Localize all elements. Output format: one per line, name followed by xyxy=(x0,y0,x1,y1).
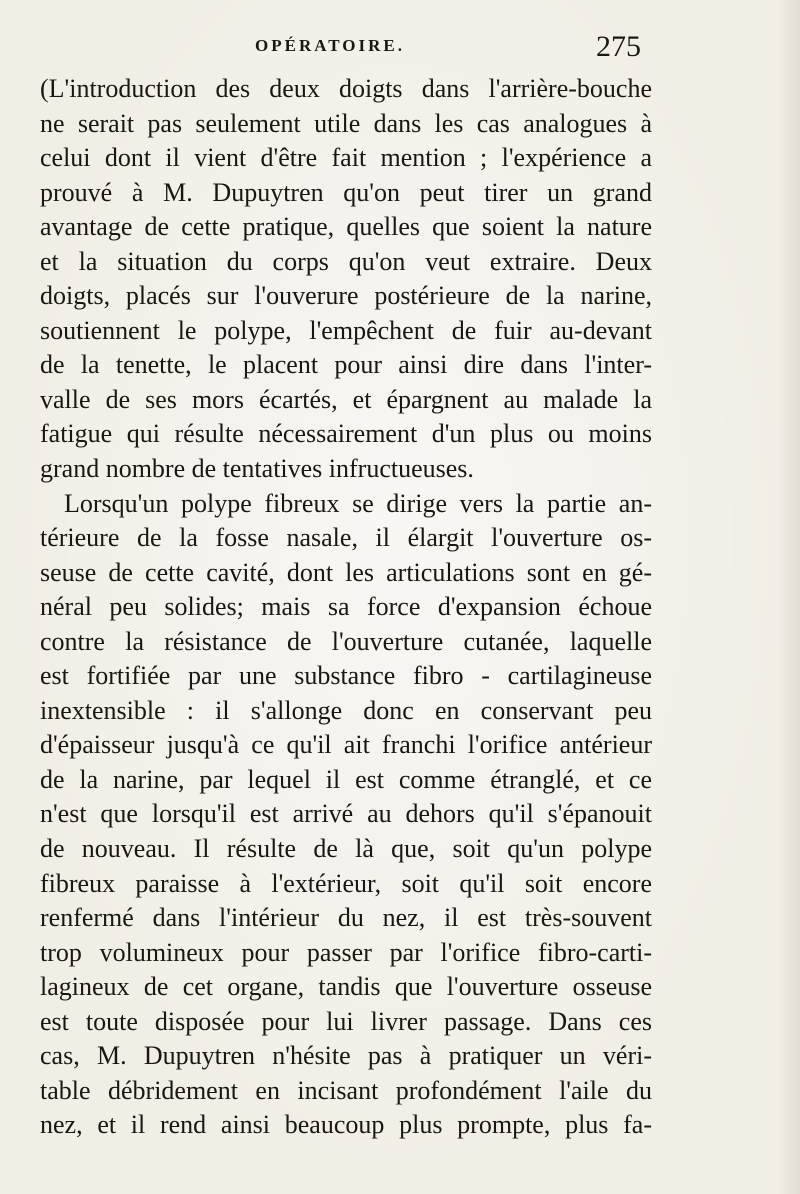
text-line: et la situation du corps qu'on veut extraire. Deux xyxy=(40,246,652,276)
text-line: prouvé à M. Dupuytren qu'on peut tirer un grand xyxy=(40,177,652,207)
text-line: est toute disposée pour lui livrer passage. Dans ces xyxy=(40,1006,652,1036)
text-line: ne serait pas seulement utile dans les cas analogues à xyxy=(40,108,652,138)
text-line: grand nombre de tentatives infructueuses. xyxy=(40,454,474,484)
text-line: cas, M. Dupuytren n'hésite pas à pratiquer un véri- xyxy=(40,1041,652,1071)
text-line: Lorsqu'un polype fibreux se dirige vers la partie an- xyxy=(64,488,652,518)
text-line: valle de ses mors écartés, et épargnent au malade la xyxy=(40,384,652,414)
text-line: avantage de cette pratique, quelles que soient la nature xyxy=(40,212,652,242)
text-line: de la narine, par lequel il est comme étranglé, et ce xyxy=(40,764,652,794)
running-title: OPÉRATOIRE. xyxy=(255,36,405,55)
text-line: d'épaisseur jusqu'à ce qu'il ait franchi l'orifice antérieur xyxy=(40,730,652,760)
text-line: doigts, placés sur l'ouverure postérieure de la narine, xyxy=(40,281,652,311)
text-line: néral peu solides; mais sa force d'expansion échoue xyxy=(40,592,652,622)
running-head xyxy=(0,30,800,70)
page-edge-shadow xyxy=(778,0,800,1194)
text-line: table débridement en incisant profondément l'aile du xyxy=(40,1075,652,1105)
text-line: contre la résistance de l'ouverture cutanée, laquelle xyxy=(40,626,652,656)
text-line: est fortifiée par une substance fibro - cartilagineuse xyxy=(40,661,652,691)
text-line: lagineux de cet organe, tandis que l'ouverture osseuse xyxy=(40,972,652,1002)
text-line: (L'introduction des deux doigts dans l'arrière-bouche xyxy=(40,74,652,103)
text-line: n'est que lorsqu'il est arrivé au dehors qu'il s'épanouit xyxy=(40,799,652,829)
text-line: inextensible : il s'allonge donc en conservant peu xyxy=(40,695,652,725)
text-line: soutiennent le polype, l'empêchent de fuir au-devant xyxy=(40,315,652,345)
body-text xyxy=(40,72,652,1143)
text-line: fatigue qui résulte nécessairement d'un plus ou moins xyxy=(40,419,652,449)
text-line: celui dont il vient d'être fait mention ; l'expérience a xyxy=(40,143,652,173)
text-line: trop volumineux pour passer par l'orifice fibro-carti- xyxy=(40,937,652,967)
page-number: 275 xyxy=(596,30,641,63)
text-line: seuse de cette cavité, dont les articulations sont en gé- xyxy=(40,557,652,587)
text-line: nez, et il rend ainsi beaucoup plus prompte, plus fa- xyxy=(40,1110,652,1140)
text-line: renfermé dans l'intérieur du nez, il est très-souvent xyxy=(40,903,652,933)
text-line: de nouveau. Il résulte de là que, soit qu'un polype xyxy=(40,834,652,864)
text-line: de la tenette, le placent pour ainsi dire dans l'inter- xyxy=(40,350,652,380)
text-line: fibreux paraisse à l'extérieur, soit qu'il soit encore xyxy=(40,868,652,898)
text-line: térieure de la fosse nasale, il élargit l'ouverture os- xyxy=(40,523,652,553)
